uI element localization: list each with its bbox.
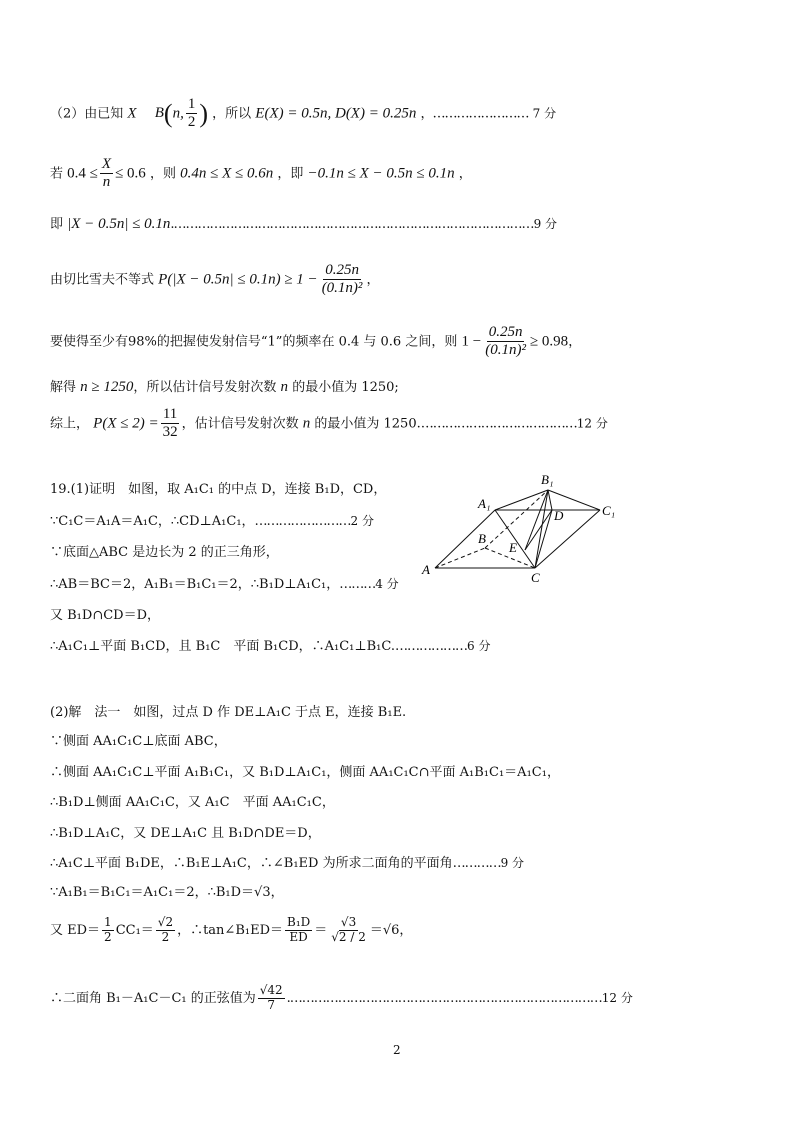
formula-n-bound: n ≥ 1250 <box>80 379 134 395</box>
dot-leader: .……………………………………………………………………………… <box>170 217 534 232</box>
punctuation: ， <box>366 272 380 288</box>
text-requirement: 要使得至少有98%的把握使发射信号“1”的频率在 0.4 与 0.6 之间，则 <box>50 334 458 350</box>
step-label: （2）由已知 <box>50 106 124 122</box>
dot-leader: ………… <box>452 856 501 871</box>
text-estimate: ，估计信号发射次数 <box>181 416 299 432</box>
dot-leader: ………………………………… <box>420 416 577 432</box>
dist-n: n, <box>172 105 184 122</box>
q19p2-line-3: ∴侧面 AA₁C₁C⊥平面 A₁B₁C₁，又 B₁D⊥A₁C₁，侧面 AA₁C₁C∩平面 A₁B₁C₁＝A₁C₁， <box>50 765 560 780</box>
q19p2-text: ∴A₁C⊥平面 B₁DE，∴B₁E⊥A₁C，∴∠B₁ED 为所求二面角的平面角 <box>50 856 453 871</box>
formula-prob: P(X ≤ 2) = <box>93 415 159 432</box>
label-d: D <box>554 508 564 523</box>
fraction-chebyshev: $\frac{0.25n}{\text{(0.1n)²}}$ <box>321 262 363 297</box>
q19-line-6 <box>50 640 490 653</box>
score-6: 6 分 <box>467 639 491 653</box>
formula-ge: ≥ 0.98 <box>529 333 569 350</box>
dot-leader: ……… <box>339 577 376 592</box>
q19-line-4 <box>50 578 399 591</box>
solution-line-7 <box>50 406 608 442</box>
formula-one-minus: 1 − <box>461 333 482 350</box>
dot-leader: …………………… <box>254 514 351 529</box>
solution-line-5 <box>50 324 581 360</box>
fraction-root3-over: $\frac{√3}{√2 / 2}$ <box>331 915 366 944</box>
label-e: E <box>509 540 517 555</box>
q19p2-line-4: ∴B₁D⊥侧面 AA₁C₁C，又 A₁C 平面 AA₁C₁C， <box>50 795 335 810</box>
q19-text: ∵C₁C＝A₁A＝A₁C，∴CD⊥A₁C₁， <box>50 514 255 529</box>
q19p2-line-5: ∴B₁D⊥A₁C，又 DE⊥A₁C 且 B₁D∩DE＝D， <box>50 826 321 841</box>
q19-text: ∴AB＝BC＝2，A₁B₁＝B₁C₁＝2，∴B₁D⊥A₁C₁， <box>50 577 340 592</box>
label-a1: A₁ <box>478 496 491 511</box>
punctuation: ， <box>568 334 582 350</box>
q19-text: ∴A₁C₁⊥平面 B₁CD，且 B₁C 平面 B₁CD，∴A₁C₁⊥B₁C. <box>50 639 395 654</box>
label-b1: B₁ <box>541 472 554 487</box>
fraction-11-32: $\frac{11}{32}$ <box>162 406 178 441</box>
page-number: 2 <box>393 1043 401 1057</box>
q19p2-line-1: (2)解 法一 如图，过点 D 作 DE⊥A₁C 于点 E，连接 B₁E. <box>50 705 407 720</box>
dist-b: B <box>154 105 164 122</box>
score-12: 12 分 <box>601 990 633 1005</box>
formula-lower: 0.4 ≤ <box>67 165 98 182</box>
text-namely: 即 <box>50 217 64 232</box>
solution-line-3 <box>50 217 557 232</box>
fraction-root42-over-7: $\frac{√42}{7}$ <box>259 983 283 1012</box>
dot-leader: .…………………………………………………………………… <box>286 990 602 1006</box>
q19-line-5: 又 B₁D∩CD＝D， <box>50 608 161 623</box>
label-a: A <box>422 562 430 577</box>
q19p2-text: ＝ <box>314 922 328 938</box>
label-b: B <box>478 531 486 546</box>
fraction-requirement: $\frac{0.25n}{\text{(0.1n)²}}$ <box>485 324 526 359</box>
text-estimate: ，所以估计信号发射次数 <box>133 380 277 395</box>
q19p2-line-8 <box>50 916 412 945</box>
formula-chebyshev: P(|X − 0.5n| ≤ 0.1n) ≥ 1 − <box>158 271 318 288</box>
q19p2-line-6 <box>50 857 524 870</box>
punctuation: ， <box>458 166 472 182</box>
q19p2-text: 又 ED＝ <box>50 922 101 938</box>
dot-leader: ，…………………… <box>420 106 529 122</box>
text-if: 若 <box>50 166 64 182</box>
text-min: 的最小值为 1250; <box>292 380 399 395</box>
q19-line-2 <box>50 515 374 528</box>
q19-line-3: ∵底面△ABC 是边长为 2 的正三角形， <box>50 545 279 560</box>
prism-figure <box>420 470 620 590</box>
q19p2-text: CC₁＝ <box>115 922 154 938</box>
text-min: 的最小值为 1250. <box>314 416 421 432</box>
var-n: n <box>280 379 289 395</box>
formula-upper: ≤ 0.6 <box>115 165 146 182</box>
solution-line-6 <box>50 380 399 395</box>
q19p2-text: ＝√6， <box>369 922 413 938</box>
text-so: ，所以 <box>212 106 252 122</box>
fraction-x-over-n: $\frac{X}{n}$ <box>101 156 112 191</box>
score-12: 12 分 <box>576 416 608 431</box>
q19-line-1: 19.(1)证明 如图，取 A₁C₁ 的中点 D，连接 B₁D，CD， <box>50 482 387 497</box>
score-4: 4 分 <box>375 577 399 591</box>
text-summary: 综上， <box>50 416 90 432</box>
fraction-half: $\frac{1}{2}$ <box>187 96 196 131</box>
fraction-half: $\frac{1}{2}$ <box>104 915 112 944</box>
q19p2-line-7: ∵A₁B₁＝B₁C₁＝A₁C₁＝2，∴B₁D＝√3， <box>50 885 284 900</box>
q19p2-text: ，∴tan∠B₁ED＝ <box>177 922 283 938</box>
var-n: n <box>302 415 311 432</box>
text-solve: 解得 <box>50 380 77 395</box>
solution-line-4 <box>50 262 379 298</box>
q19p2-line-9 <box>50 984 633 1013</box>
solution-line-2 <box>50 156 472 192</box>
text-chebyshev: 由切比雪夫不等式 <box>50 272 155 288</box>
dot-leader: ……………… <box>395 639 467 654</box>
formula-deviation: −0.1n ≤ X − 0.5n ≤ 0.1n <box>307 165 455 182</box>
formula-expectation: E(X) = 0.5n, D(X) = 0.25n <box>255 105 417 122</box>
score-9: 9 分 <box>500 856 525 870</box>
text-then: ，则 <box>149 166 176 182</box>
fraction-b1d-over-ed: $\frac{\text{B₁D}}{ED}$ <box>287 915 311 944</box>
solution-line-1: （2）由已知 X B(n, $\frac{1}{2}$ ) ，所以 E(X) = 0.5n, D(X) = 0.25n ，…………………… 7 分 <box>50 96 557 131</box>
q19p2-text: ∴二面角 B₁－A₁C－C₁ 的正弦值为 <box>50 990 256 1006</box>
formula-range: 0.4n ≤ X ≤ 0.6n <box>180 165 274 182</box>
var-x: X <box>127 105 137 122</box>
formula-abs: |X − 0.5n| ≤ 0.1n <box>67 216 171 232</box>
score-2: 2 分 <box>350 514 374 528</box>
text-namely: ，即 <box>277 166 304 182</box>
score-7: 7 分 <box>532 106 557 121</box>
label-c1: C₁ <box>602 503 616 518</box>
fraction-root2-over-2: $\frac{√2}{2}$ <box>157 915 174 944</box>
q19p2-line-2: ∵侧面 AA₁C₁C⊥底面 ABC， <box>50 734 227 749</box>
score-9: 9 分 <box>533 217 558 231</box>
label-c: C <box>531 570 540 585</box>
